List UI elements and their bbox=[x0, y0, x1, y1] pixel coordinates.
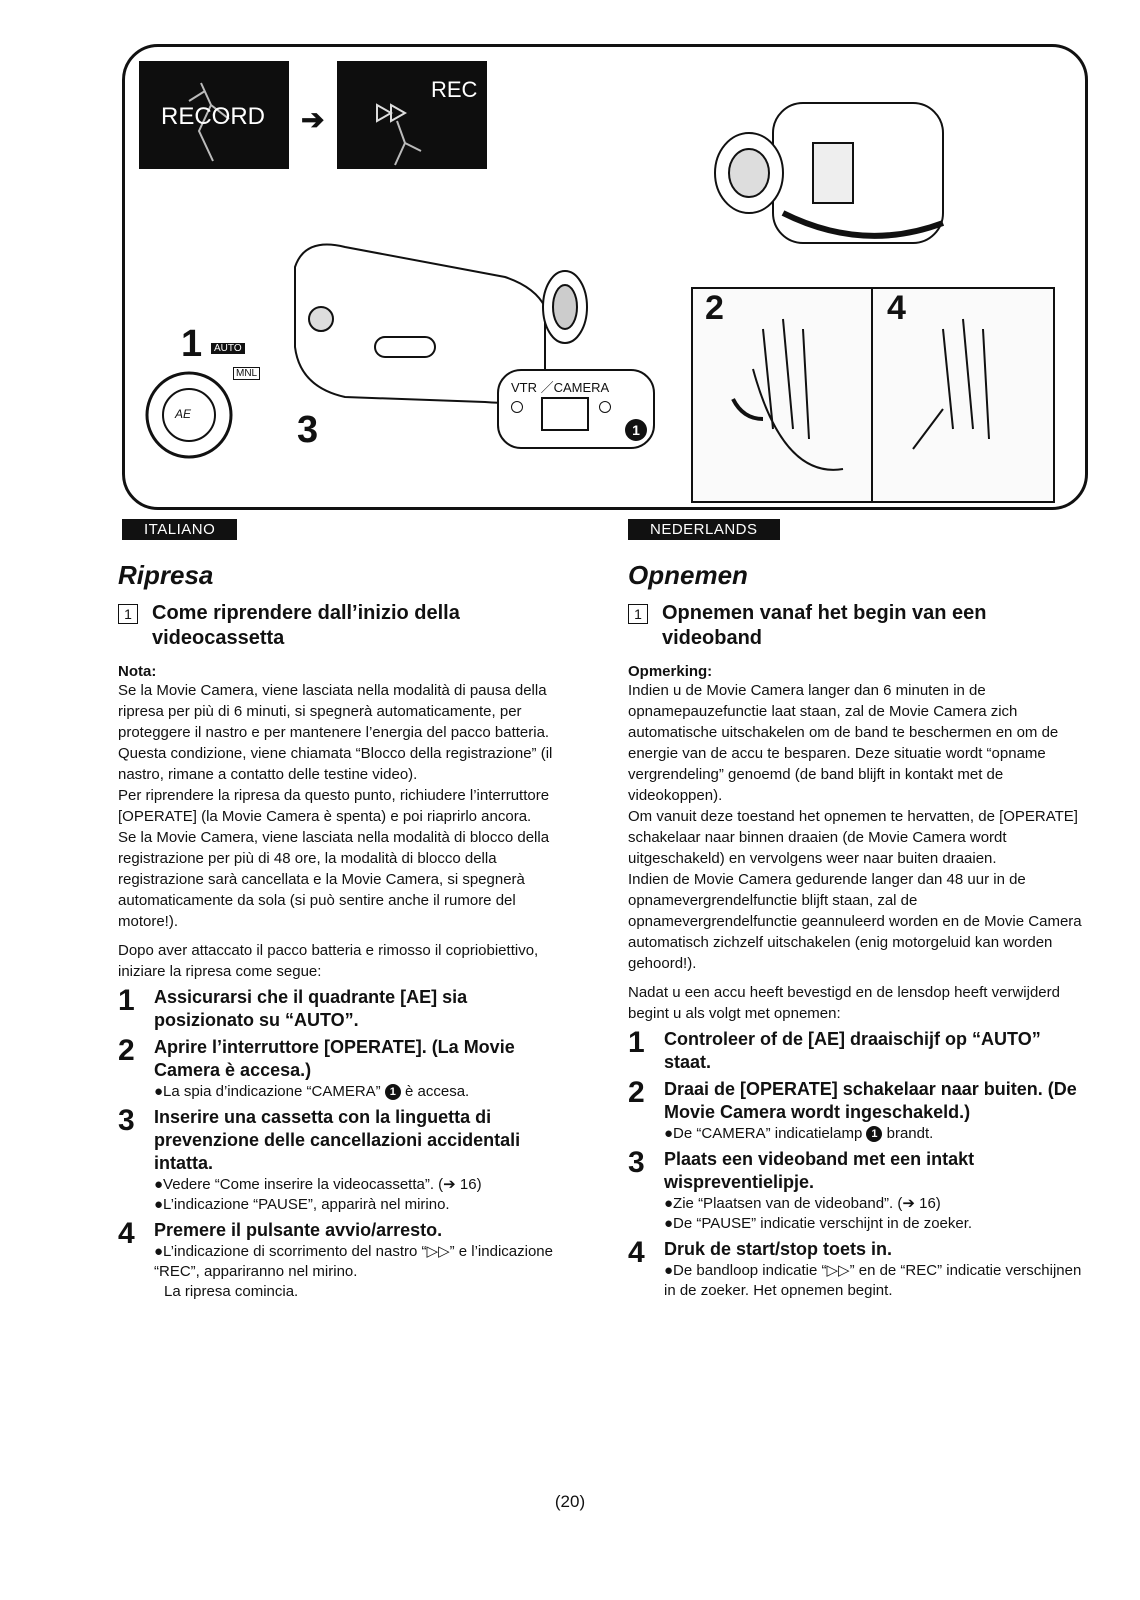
step-bullet: ●L’indicazione “PAUSE”, apparirà nel mirino. bbox=[154, 1196, 450, 1213]
auto-mode-label: AUTO bbox=[211, 343, 245, 354]
note-paragraph: Indien de Movie Camera gedurende langer dan 48 uur in de opnamevergrendelfunctie blijft staan, zal de opnamevergrendelfunctie geannuleerd worden en de Movie Camera automatisch zichzelf uitschakelen (enig motorgeluid kan worden gehoord!). bbox=[628, 871, 1082, 972]
mode-switch bbox=[541, 397, 589, 431]
step-bullet: ●De “PAUSE” indicatie verschijnt in de zoeker. bbox=[664, 1215, 973, 1232]
step-bullet bbox=[154, 1082, 568, 1102]
step-number: 2 bbox=[118, 1034, 135, 1067]
step-1 bbox=[118, 986, 568, 1032]
callout-2: 2 bbox=[705, 289, 724, 327]
note-paragraph: Per riprendere la ripresa da questo punto, richiudere l’interruttore [OPERATE] (la Movie Camera è spenta) e poi riaprirlo ancora. bbox=[118, 787, 550, 825]
viewfinder-rec-screen bbox=[337, 61, 487, 169]
subsection-title: Opnemen vanaf het begin van een videoband bbox=[662, 602, 987, 649]
step-2 bbox=[628, 1078, 1083, 1144]
ae-dial-label: AE bbox=[175, 407, 192, 421]
step-title: Assicurarsi che il quadrante [AE] sia posizionato su “AUTO”. bbox=[154, 987, 468, 1030]
step-number: 4 bbox=[118, 1217, 135, 1250]
subsection-title: Come riprendere dall’inizio della videocassetta bbox=[152, 602, 460, 649]
camera-lamp-marker: 1 bbox=[625, 419, 647, 441]
record-label: RECORD bbox=[161, 103, 266, 130]
step-bullet: ●Vedere “Come inserire la videocassetta”. (➔ 16) bbox=[154, 1176, 482, 1193]
illustration-panel bbox=[122, 44, 1088, 510]
hand-panel-open bbox=[691, 287, 875, 503]
lang-label-italiano: ITALIANO bbox=[122, 519, 237, 540]
page-number: (20) bbox=[554, 1492, 586, 1511]
section-title: Opnemen bbox=[628, 560, 748, 590]
step-1 bbox=[628, 1028, 1083, 1074]
step-title: Premere il pulsante avvio/arresto. bbox=[154, 1220, 443, 1240]
boxed-number: 1 bbox=[628, 604, 648, 624]
hand-panel-press bbox=[871, 287, 1055, 503]
step-title: Controleer of de [AE] draaischijf op “AUTO” staat. bbox=[664, 1029, 1041, 1072]
boxed-number: 1 bbox=[118, 604, 138, 624]
step-3 bbox=[628, 1148, 1083, 1234]
note-paragraph: Om vanuit deze toestand het opnemen te hervatten, de [OPERATE] schakelaar naar binnen draaien (de Movie Camera wordt uitgeschakeld) en vervolgens weer naar buiten draaien. bbox=[628, 808, 1078, 867]
italian-column bbox=[118, 560, 568, 1302]
step-title: Plaats een videoband met een intakt wispreventielipje. bbox=[664, 1149, 975, 1192]
lamp-marker-icon: 1 bbox=[385, 1084, 401, 1100]
note-paragraph: Indien u de Movie Camera langer dan 6 minuten in de opnamepauzefunctie laat staan, zal de Movie Camera zich automatische uitschakelen om de band te beschermen en om de energie van de accu te besparen. Deze situatie wordt “opname vergrendeling” genoemd (de band blijft in kontakt met de videokoppen). bbox=[628, 682, 1059, 804]
step-number: 1 bbox=[628, 1026, 645, 1059]
camera-lamp bbox=[599, 401, 611, 413]
callout-3: 3 bbox=[297, 409, 319, 451]
step-bullet: ●Zie “Plaatsen van de videoband”. (➔ 16) bbox=[664, 1195, 941, 1212]
note-paragraph: Se la Movie Camera, viene lasciata nella modalità di pausa della ripresa per più di 6 minuti, si spegnerà automaticamente, per proteggere il nastro e per mantenere l’energia del pacco batteria. Questa condizione, viene chiamata “Blocco della registrazione” (il nastro, rimane a contatto delle testine video). bbox=[118, 682, 553, 783]
bullet-text: ●De “CAMERA” indicatielamp bbox=[664, 1125, 863, 1142]
bullet-text: brandt. bbox=[886, 1125, 934, 1142]
note-paragraph: Se la Movie Camera, viene lasciata nella modalità di blocco della registrazione per più di 48 ore, la modalità di blocco della registrazione sarà cancellata e la Movie Camera, si spegnerà automaticamente da sola (si può sentire anche il rumore del motore!). bbox=[118, 829, 550, 930]
intro-paragraph: Dopo aver attaccato il pacco batteria e rimosso il copriobiettivo, iniziare la ripresa come segue: bbox=[118, 942, 539, 980]
step-4 bbox=[628, 1238, 1083, 1301]
lang-label-nederlands: NEDERLANDS bbox=[628, 519, 780, 540]
arrow-icon: ➔ bbox=[301, 104, 325, 135]
bullet-text: è accesa. bbox=[405, 1083, 470, 1100]
step-title: Aprire l’interruttore [OPERATE]. (La Movie Camera è accesa.) bbox=[154, 1037, 515, 1080]
dutch-column bbox=[628, 560, 1083, 1301]
step-title: Draai de [OPERATE] schakelaar naar buiten. (De Movie Camera wordt ingeschakeld.) bbox=[664, 1079, 1077, 1122]
step-bullet: ●L’indicazione di scorrimento del nastro “▷▷” e l’indicazione “REC”, appariranno nel mirino. bbox=[154, 1243, 553, 1280]
subsection-heading bbox=[118, 601, 568, 651]
step-bullet: La ripresa comincia. bbox=[164, 1283, 299, 1300]
step-3 bbox=[118, 1106, 568, 1215]
step-title: Druk de start/stop toets in. bbox=[664, 1239, 893, 1259]
vtr-camera-indicator bbox=[497, 369, 655, 449]
rec-label: REC bbox=[431, 77, 478, 102]
callout-4: 4 bbox=[887, 289, 906, 327]
bullet-text: ●La spia d’indicazione “CAMERA” bbox=[154, 1083, 381, 1100]
step-bullet: ●De bandloop indicatie “▷▷” en de “REC” indicatie verschijnen in de zoeker. Het opnemen begint. bbox=[664, 1262, 1082, 1299]
step-number: 1 bbox=[118, 984, 135, 1017]
callout-1: 1 bbox=[181, 323, 203, 365]
step-number: 2 bbox=[628, 1076, 645, 1109]
step-4 bbox=[118, 1219, 568, 1302]
step-number: 4 bbox=[628, 1236, 645, 1269]
camera-illustration-top bbox=[703, 53, 983, 273]
viewfinder-record-screen bbox=[139, 61, 289, 169]
section-title: Ripresa bbox=[118, 560, 214, 590]
lamp-marker-icon: 1 bbox=[866, 1126, 882, 1142]
note-label: Nota: bbox=[118, 663, 157, 680]
step-number: 3 bbox=[628, 1146, 645, 1179]
mnl-mode-label: MNL bbox=[233, 367, 260, 380]
step-title: Inserire una cassetta con la linguetta di prevenzione delle cancellazioni accidentali intatta. bbox=[154, 1107, 521, 1173]
vtr-camera-label: VTR ／CAMERA bbox=[511, 380, 610, 395]
note-label: Opmerking: bbox=[628, 663, 713, 680]
step-bullet bbox=[664, 1124, 1083, 1144]
vtr-lamp bbox=[511, 401, 523, 413]
subsection-heading bbox=[628, 601, 1083, 651]
intro-paragraph: Nadat u een accu heeft bevestigd en de lensdop heeft verwijderd begint u als volgt met opnemen: bbox=[628, 984, 1060, 1022]
step-2 bbox=[118, 1036, 568, 1102]
step-number: 3 bbox=[118, 1104, 135, 1137]
